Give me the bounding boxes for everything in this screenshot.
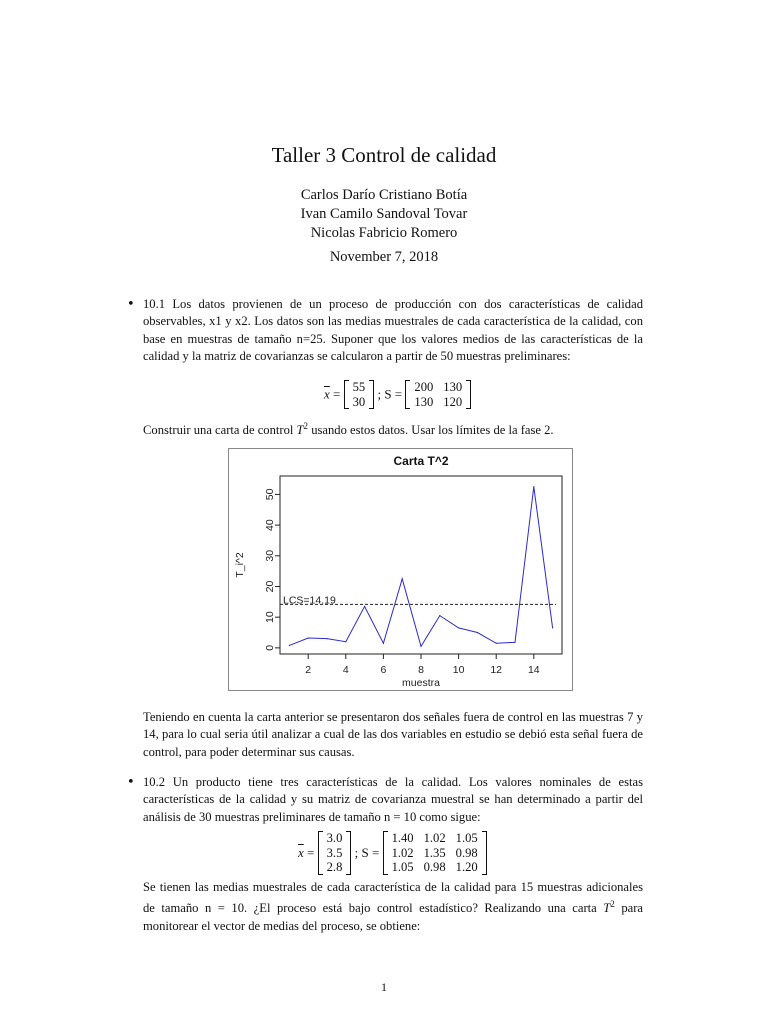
problem-10-2-text: 10.2 Un producto tiene tres características de la calidad. Los valores nominales de estas características de la calidad y su matriz de covarianza muestral se han determinado a partir del análisis de 30 muestras preliminares de tamaño n = 10 como sigue: <box>143 775 643 824</box>
covariance-matrix <box>383 831 487 875</box>
bullet-marker: • <box>127 775 135 790</box>
data-point <box>477 632 478 633</box>
matrix-cell: 1.35 <box>423 845 446 860</box>
data-point <box>345 641 346 642</box>
equals-sign: = <box>307 844 315 860</box>
matrix-cell: 3.5 <box>326 845 343 860</box>
author-name: Nicolas Fabricio Romero <box>310 225 458 241</box>
t2-control-chart <box>228 448 573 691</box>
data-point <box>420 646 421 647</box>
data-point <box>496 643 497 644</box>
x-tick-label: 14 <box>527 664 540 676</box>
matrix-cell: 130 <box>414 394 434 409</box>
bullet-marker: • <box>127 297 135 312</box>
matrix-cell: 1.05 <box>391 860 414 874</box>
matrix-cell: 0.98 <box>455 845 478 860</box>
y-tick-label: 40 <box>263 519 276 531</box>
data-point <box>308 637 309 638</box>
x-tick-label: 10 <box>452 664 465 676</box>
y-tick-label: 20 <box>263 580 276 593</box>
matrix-cell: 30 <box>352 394 366 409</box>
paper-title: Taller 3 Control de calidad <box>271 143 497 167</box>
analysis-text: Teniendo en cuenta la carta anterior se presentaron dos señales fuera de control en las muestras 7 y 14, para lo cual seria útil analizar a cual de las dos variables en estudio se debió esta señal fuera de control, para poder determinar sus causas. <box>143 710 643 759</box>
x-tick-label: 2 <box>305 664 312 676</box>
xbar-symbol: $\overline{x}$ <box>298 844 304 860</box>
matrix-cell: 120 <box>443 394 463 409</box>
instruction-text: Construir una carta de control $T^2$ usando estos datos. Usar los límites de la fase 2. <box>143 421 554 438</box>
x-tick-label: 8 <box>418 664 424 676</box>
y-tick-label: 10 <box>263 611 276 624</box>
data-point <box>552 627 553 628</box>
matrix-cell: 1.40 <box>391 831 414 845</box>
matrix-cell: 0.98 <box>423 860 446 874</box>
matrix-cell: 1.02 <box>423 831 446 845</box>
y-tick-label: 50 <box>263 488 276 501</box>
matrix-cell: 1.02 <box>391 845 414 860</box>
page-number: 1 <box>381 980 387 994</box>
author-list <box>0 186 768 243</box>
paper-date: November 7, 2018 <box>329 249 439 265</box>
data-point <box>458 627 459 628</box>
data-point <box>383 643 384 644</box>
author-name: Carlos Darío Cristiano Botía <box>300 187 468 203</box>
y-tick-label: 30 <box>263 549 276 562</box>
y-axis-label: T_i^2 <box>233 552 246 578</box>
data-point <box>289 645 290 646</box>
chart-title: Carta T^2 <box>393 454 449 468</box>
x-axis-label: muestra <box>402 677 440 689</box>
problem-10-1-text: 10.1 Los datos provienen de un proceso de producción con dos características de calidad observables, x1 y x2. Los datos son las medias muestrales de cada característica de la calidad, con base en muestras de tamaño n=25. Suponer que los valores medios de las características de la calidad y la matriz de covarianzas se calcularon a partir de 50 muestras preliminares: <box>143 297 643 364</box>
mean-vector <box>344 380 375 409</box>
mean-vector <box>318 831 352 875</box>
y-tick-label: 0 <box>263 644 276 651</box>
data-point <box>533 486 534 487</box>
matrix-cell: 200 <box>414 380 434 394</box>
covariance-matrix <box>405 380 471 409</box>
data-point <box>514 642 515 643</box>
closing-text: Se tienen las medias muestrales de cada característica de la calidad para 15 muestras adicionales de tamaño n = 10. ¿El proceso está bajo control estadístico? Realizando una carta $T^2$ para monitorear el vector de medias del proceso, se obtiene: <box>143 880 643 933</box>
xbar-symbol: $\overline{x}$ <box>324 386 330 402</box>
equation-separator: ; S = <box>354 844 380 860</box>
data-point <box>439 615 440 616</box>
matrix-cell: 1.05 <box>455 831 478 845</box>
data-point <box>402 578 403 579</box>
control-limit-label: LCS=14.19 <box>283 594 336 607</box>
equation-separator: ; S = <box>377 386 403 402</box>
author-name: Ivan Camilo Sandoval Tovar <box>300 206 468 222</box>
matrix-cell: 130 <box>443 380 463 394</box>
data-point <box>326 638 327 639</box>
matrix-cell: 2.8 <box>326 860 343 874</box>
matrix-cell: 55 <box>352 380 366 394</box>
equals-sign: = <box>333 386 341 402</box>
matrix-cell: 3.0 <box>326 831 343 845</box>
x-tick-label: 12 <box>490 664 503 676</box>
x-tick-label: 4 <box>342 664 349 676</box>
data-point <box>364 606 365 607</box>
x-tick-label: 6 <box>380 664 387 676</box>
matrix-cell: 1.20 <box>455 860 478 874</box>
chart-svg <box>228 448 573 691</box>
